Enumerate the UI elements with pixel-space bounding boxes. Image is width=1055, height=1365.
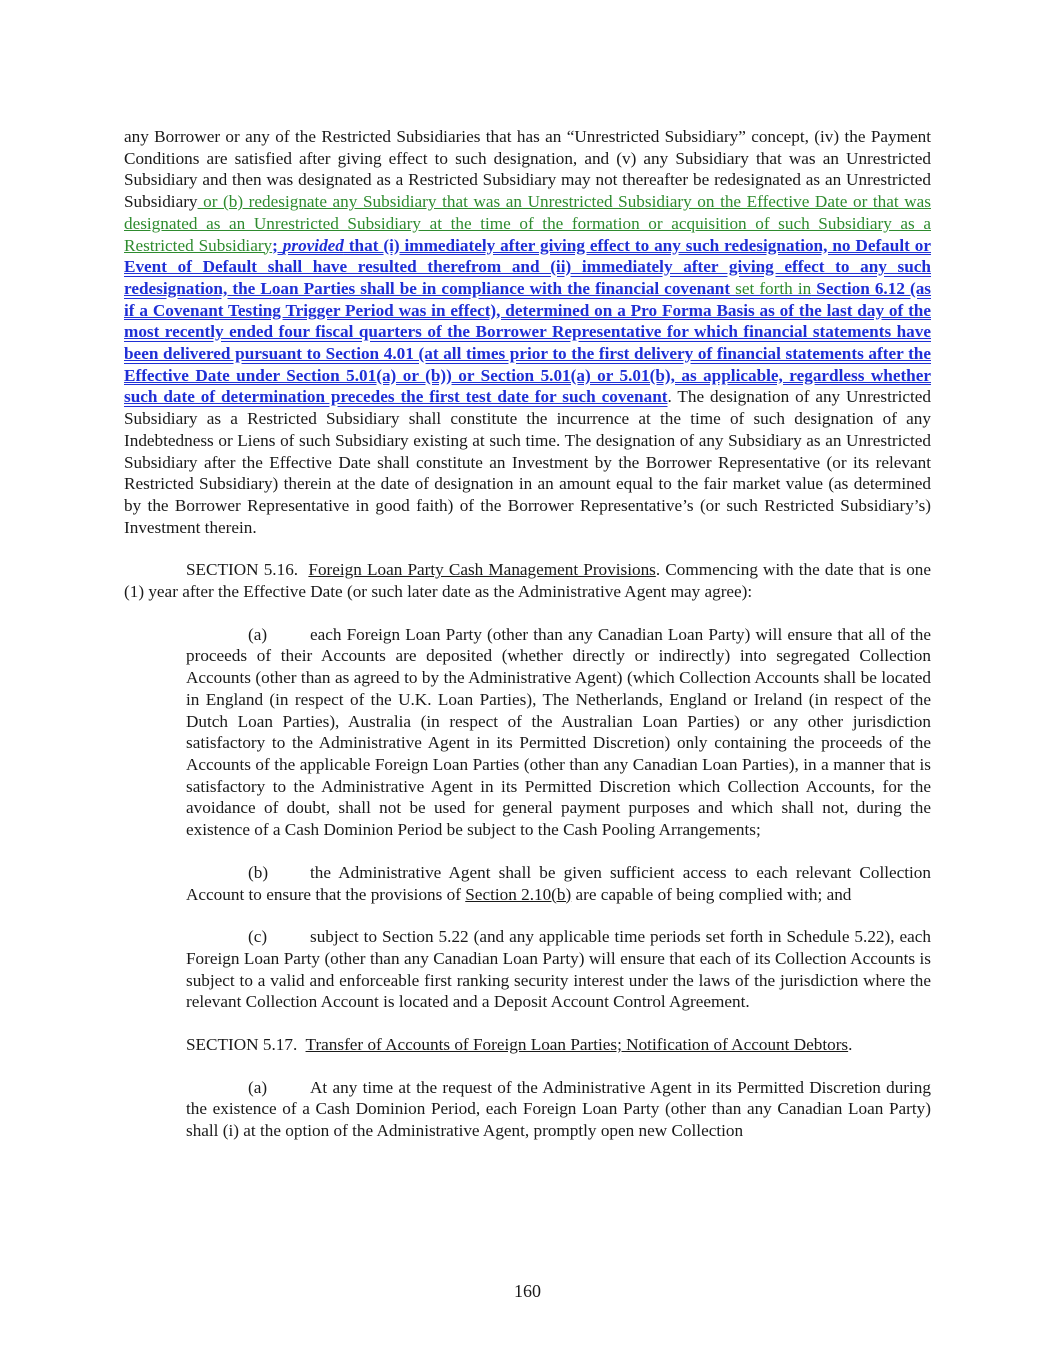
inserted-bold-text: ; provided that (i) immediately after giving effect to any such redesignation, no Default or Event of Default shall have resulted therefrom and (ii) immediately after giving effect to any such redesignation, the Loan Parties shall be in compliance with the financial covenant set forth in Section 6.12 (as if a Covenant Testing Trigger Period was in effect), determined on a Pro Forma Basis as of the last day of the most recently ended four fiscal quarters of the Borrower Representative for which financial statements have been delivered pursuant to Section 4.01 (at all times prior to the first delivery of financial statements after the Effective Date under Section 5.01(a) or (b)) or Section 5.01(a) or 5.01(b), as applicable, regardless whether such date of determination precedes the first test date for such covenant (124, 235, 932, 407)
body-text: . The designation of any Unrestricted Subsidiary as a Restricted Subsidiary shall constitute the incurrence at the time of such designation of any Indebtedness or Liens of such Subsidiary existing at such time. The designation of any Subsidiary as an Unrestricted Subsidiary after the Effective Date shall constitute an Investment by the Borrower Representative (or its relevant Restricted Subsidiary) therein at the date of designation in an amount equal to the fair market value (as determined by the Borrower Representative in good faith) of the Borrower Representative’s (or such Restricted Subsidiary’s) Investment therein. (124, 387, 931, 537)
continuation-paragraph (124, 126, 931, 538)
provided-term: provided (282, 235, 344, 255)
document-page (124, 126, 931, 1142)
section-number: SECTION 5.17. (186, 1035, 298, 1055)
inserted-text: or (b) redesignate any Subsidiary that was an Unrestricted Subsidiary on the Effective Date or that was designated as an Unrestricted Subsidiary at the time of the formation or acquisition of such Subsidiary as a Restricted Subsidiary (124, 192, 931, 255)
page-number: 160 (514, 1281, 541, 1301)
section-title: Foreign Loan Party Cash Management Provisions (308, 560, 656, 580)
clause-text: At any time at the request of the Administrative Agent in its Permitted Discretion during the existence of a Cash Dominion Period, each Foreign Loan Party (other than any Canadian Loan Party) shall (i) at the option of the Administrative Agent, promptly open new Collection (186, 1077, 931, 1141)
clause-text: subject to Section 5.22 (and any applicable time periods set forth in Schedule 5.22), each Foreign Loan Party (other than any Canadian Loan Party) will ensure that each of its Collection Accounts is subject to a valid and enforceable first ranking security interest under the laws of the jurisdiction where the relevant Collection Account is located and a Deposit Account Control Agreement. (186, 927, 931, 1012)
clause-text: the Administrative Agent shall be given sufficient access to each relevant Collection Account to ensure that the provisions of (186, 862, 931, 904)
body-text: . Commencing with the date that is one (1) year after the Effective Date (or such later date as the Administrative Agent may agree): (124, 560, 932, 602)
section-reference: Section 2.10(b) (465, 884, 572, 904)
clause-label: (c) (248, 927, 268, 947)
body-text: any Borrower or any of the Restricted Subsidiaries that has an “Unrestricted Subsidiary” concept, (iv) the Payment Conditions are satisfied after giving effect to such designation, and (v) any Subsidiary that was an Unrestricted Subsidiary and then was designated as a Restricted Subsidiary may not thereafter be redesignated as an Unrestricted Subsidiary (124, 127, 931, 212)
inserted-plain-text: set forth in (735, 278, 812, 298)
clause-label: (a) (248, 1077, 268, 1097)
section-5-17-heading-paragraph: SECTION 5.17. Transfer of Accounts of Foreign Loan Parties; Notification of Account Debtors. (186, 1035, 853, 1055)
clause-a (186, 624, 931, 841)
section-5-16-heading-paragraph (124, 559, 931, 602)
clause-text: are capable of being complied with; and (571, 884, 852, 904)
clause-c (186, 926, 931, 1013)
clause-text: each Foreign Loan Party (other than any Canadian Loan Party) will ensure that all of the proceeds of their Accounts are deposited (whether directly or indirectly) into segregated Collection Accounts (other than as agreed to by the Administrative Agent) (which Collection Accounts shall be located in England (in respect of the U.K. Loan Parties), The Netherlands, England or Ireland (in respect of the Dutch Loan Parties), Australia (in respect of the Australian Loan Parties) or any other jurisdiction satisfactory to the Administrative Agent in its Permitted Discretion) only containing the proceeds of the Accounts of the applicable Foreign Loan Parties (other than any Canadian Loan Parties), in a manner that is satisfactory to the Administrative Agent in its Permitted Discretion which Collection Accounts, for the avoidance of doubt, shall not be used for general payment purposes and which shall not, during the existence of a Cash Dominion Period be subject to the Cash Pooling Arrangements; (186, 624, 931, 840)
clause-a-5-17 (186, 1077, 931, 1142)
section-title: Transfer of Accounts of Foreign Loan Parties; Notification of Account Debtors (305, 1035, 849, 1055)
clause-label: (a) (248, 624, 268, 644)
section-number: SECTION 5.16. (186, 560, 299, 580)
clause-label: (b) (248, 862, 269, 882)
clause-b (186, 862, 931, 905)
